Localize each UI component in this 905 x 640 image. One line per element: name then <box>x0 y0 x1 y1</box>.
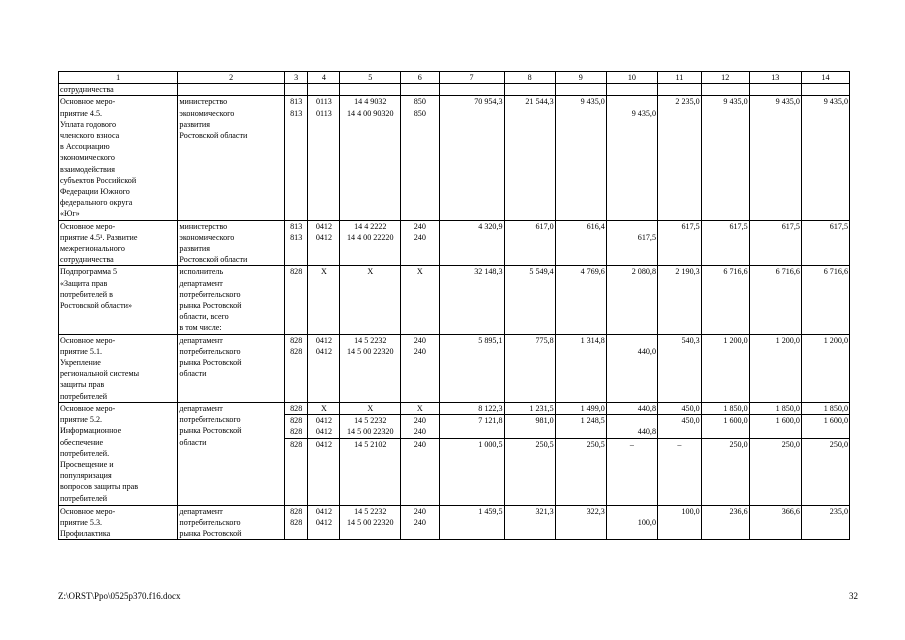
footer-file-path: Z:\ORST\Ppo\0525p370.f16.docx <box>58 591 181 601</box>
cell-c10: 617,5 <box>606 220 657 266</box>
cell-c6: 240 240 <box>401 415 439 438</box>
cell-executor: министерство экономического развития Ростовской области <box>178 220 285 266</box>
page-number: 32 <box>849 591 858 601</box>
cell-c3: 813 813 <box>284 220 307 266</box>
cell-c3: 828 828 <box>284 505 307 540</box>
cell-c13: 617,5 <box>749 220 801 266</box>
cell-c6: 240 <box>401 438 439 505</box>
cell-c14: 235,0 <box>801 505 849 540</box>
cell-c4: 0412 0412 <box>308 415 340 438</box>
cell-c7: 4 320,9 <box>439 220 504 266</box>
cell-c11: 2 190,3 <box>658 266 702 334</box>
cell-executor: департамент потребительского рынка Ростовской области <box>178 402 285 505</box>
cell-c10: 2 080,8 <box>606 266 657 334</box>
cell-empty <box>801 84 849 96</box>
cell-c13: 1 850,0 <box>749 402 801 414</box>
cell-c7: 70 954,3 <box>439 96 504 220</box>
cell-c14: 617,5 <box>801 220 849 266</box>
cell-c10: 440,8 <box>606 402 657 414</box>
cell-c3: 828 828 <box>284 334 307 402</box>
header-cell: 11 <box>658 72 702 84</box>
cell-c5: 14 5 2232 14 5 00 22320 <box>340 415 401 438</box>
header-cell: 5 <box>340 72 401 84</box>
cell-empty <box>340 84 401 96</box>
cell-c14: 1 850,0 <box>801 402 849 414</box>
cell-name: Основное меро- приятие 4.5¹. Развитие межрегионального сотрудничества <box>59 220 178 266</box>
cell-c10: 9 435,0 <box>606 96 657 220</box>
cell-c14: 9 435,0 <box>801 96 849 220</box>
cell-c12: 1 600,0 <box>701 415 749 438</box>
cell-c9: 1 499,0 <box>555 402 606 414</box>
cell-c3: 828 <box>284 266 307 334</box>
cell-executor: департамент потребительского рынка Ростовской области <box>178 334 285 402</box>
cell-name: Основное меро- приятие 5.1. Укрепление региональной системы защиты прав потребителей <box>59 334 178 402</box>
cell-name: Подпрограмма 5 «Защита прав потребителей в Ростовской области» <box>59 266 178 334</box>
cell-c5: Х <box>340 266 401 334</box>
cell-c9: 1 314,8 <box>555 334 606 402</box>
cell-c6: 240 240 <box>401 220 439 266</box>
cell-c8: 250,5 <box>504 438 555 505</box>
cell-empty <box>284 84 307 96</box>
cell-c5: Х <box>340 402 401 414</box>
header-cell: 1 <box>59 72 178 84</box>
cell-c5: 14 5 2232 14 5 00 22320 <box>340 505 401 540</box>
table-row-subprogram-5 <box>59 266 850 334</box>
cell-c10: 440,8 <box>606 415 657 438</box>
cell-c11: 617,5 <box>658 220 702 266</box>
table-row-activity-4-5-1 <box>59 220 850 266</box>
cell-c6: 240 240 <box>401 505 439 540</box>
cell-c5: 14 5 2102 <box>340 438 401 505</box>
cell-empty <box>178 84 285 96</box>
cell-c4: 0412 <box>308 438 340 505</box>
cell-executor: департамент потребительского рынка Ростовской <box>178 505 285 540</box>
cell-c8: 981,0 <box>504 415 555 438</box>
cell-c10: 100,0 <box>606 505 657 540</box>
cell-c12: 6 716,6 <box>701 266 749 334</box>
cell-empty <box>401 84 439 96</box>
cell-c4: 0412 0412 <box>308 334 340 402</box>
cell-c13: 1 600,0 <box>749 415 801 438</box>
cell-c3: 813 813 <box>284 96 307 220</box>
cell-empty <box>504 84 555 96</box>
header-cell: 14 <box>801 72 849 84</box>
cell-c13: 9 435,0 <box>749 96 801 220</box>
cell-c7: 32 148,3 <box>439 266 504 334</box>
header-cell: 8 <box>504 72 555 84</box>
cell-c5: 14 4 2222 14 4 00 22220 <box>340 220 401 266</box>
cell-empty <box>749 84 801 96</box>
cell-c6: Х <box>401 266 439 334</box>
cell-c9: 616,4 <box>555 220 606 266</box>
cell-c14: 250,0 <box>801 438 849 505</box>
cell-c11: 2 235,0 <box>658 96 702 220</box>
cell-c5: 14 4 9032 14 4 00 90320 <box>340 96 401 220</box>
header-cell: 2 <box>178 72 285 84</box>
cell-name: Основное меро- приятие 5.3. Профилактика <box>59 505 178 540</box>
header-cell: 3 <box>284 72 307 84</box>
header-cell: 9 <box>555 72 606 84</box>
cell-c8: 775,8 <box>504 334 555 402</box>
cell-c9: 9 435,0 <box>555 96 606 220</box>
cell-c4: 0412 0412 <box>308 220 340 266</box>
header-cell: 6 <box>401 72 439 84</box>
cell-c13: 1 200,0 <box>749 334 801 402</box>
cell-c13: 6 716,6 <box>749 266 801 334</box>
table-row-activity-5-1 <box>59 334 850 402</box>
cell-c13: 250,0 <box>749 438 801 505</box>
cell-c12: 9 435,0 <box>701 96 749 220</box>
cell-c6: 240 240 <box>401 334 439 402</box>
cell-c12: 250,0 <box>701 438 749 505</box>
header-cell: 12 <box>701 72 749 84</box>
cell-c13: 366,6 <box>749 505 801 540</box>
cell-c10: – <box>606 438 657 505</box>
cell-c14: 6 716,6 <box>801 266 849 334</box>
cell-c7: 5 895,1 <box>439 334 504 402</box>
cell-c11: 540,3 <box>658 334 702 402</box>
cell-c4: 0412 0412 <box>308 505 340 540</box>
cell-c10: 440,0 <box>606 334 657 402</box>
cell-c7: 7 121,8 <box>439 415 504 438</box>
cell-empty <box>439 84 504 96</box>
cell-c14: 1 600,0 <box>801 415 849 438</box>
cell-c4: 0113 0113 <box>308 96 340 220</box>
cell-c12: 1 200,0 <box>701 334 749 402</box>
cell-executor: министерство экономического развития Ростовской области <box>178 96 285 220</box>
cell-empty <box>308 84 340 96</box>
header-cell: 7 <box>439 72 504 84</box>
cell-name: Основное меро- приятие 5.2. Информационное обеспечение потребителей. Просвещение и популяризация вопросов защиты прав потребителей <box>59 402 178 505</box>
cell-c8: 5 549,4 <box>504 266 555 334</box>
table-row-continuation <box>59 84 850 96</box>
cell-c9: 1 248,5 <box>555 415 606 438</box>
cell-c5: 14 5 2232 14 5 00 22320 <box>340 334 401 402</box>
cell-c6: 850 850 <box>401 96 439 220</box>
table-row-activity-5-2-total <box>59 402 850 414</box>
cell-empty <box>658 84 702 96</box>
header-row <box>59 72 850 84</box>
cell-c7: 1 000,5 <box>439 438 504 505</box>
cell-c11: 450,0 <box>658 415 702 438</box>
cell-c9: 250,5 <box>555 438 606 505</box>
cell-empty <box>555 84 606 96</box>
cell-c8: 1 231,5 <box>504 402 555 414</box>
cell-c4: Х <box>308 266 340 334</box>
cell-c3: 828 <box>284 438 307 505</box>
cell-c11: 450,0 <box>658 402 702 414</box>
cell-empty <box>606 84 657 96</box>
cell-c3: 828 828 <box>284 415 307 438</box>
cell-c8: 21 544,3 <box>504 96 555 220</box>
cell-c6: Х <box>401 402 439 414</box>
cell-c14: 1 200,0 <box>801 334 849 402</box>
cell-c11: – <box>658 438 702 505</box>
cell-c8: 617,0 <box>504 220 555 266</box>
cell-c12: 617,5 <box>701 220 749 266</box>
header-cell: 13 <box>749 72 801 84</box>
cell-empty <box>701 84 749 96</box>
cell-name: Основное меро- приятие 4.5. Уплата годового членского взноса в Ассоциацию экономического взаимодействия субъектов Российской Федерации Южного федерального округа «Юг» <box>59 96 178 220</box>
budget-table <box>58 71 850 540</box>
cell-c12: 236,6 <box>701 505 749 540</box>
cell-c12: 1 850,0 <box>701 402 749 414</box>
header-cell: 4 <box>308 72 340 84</box>
table-row-activity-5-3 <box>59 505 850 540</box>
cell-c4: Х <box>308 402 340 414</box>
cell-c7: 8 122,3 <box>439 402 504 414</box>
cell-c9: 4 769,6 <box>555 266 606 334</box>
cell-c8: 321,3 <box>504 505 555 540</box>
cell-c7: 1 459,5 <box>439 505 504 540</box>
cell-name: сотрудничества <box>59 84 178 96</box>
cell-c9: 322,3 <box>555 505 606 540</box>
header-cell: 10 <box>606 72 657 84</box>
cell-c11: 100,0 <box>658 505 702 540</box>
cell-executor: исполнитель департамент потребительского рынка Ростовской области, всего в том числе: <box>178 266 285 334</box>
table-row-activity-4-5 <box>59 96 850 220</box>
cell-c3: 828 <box>284 402 307 414</box>
